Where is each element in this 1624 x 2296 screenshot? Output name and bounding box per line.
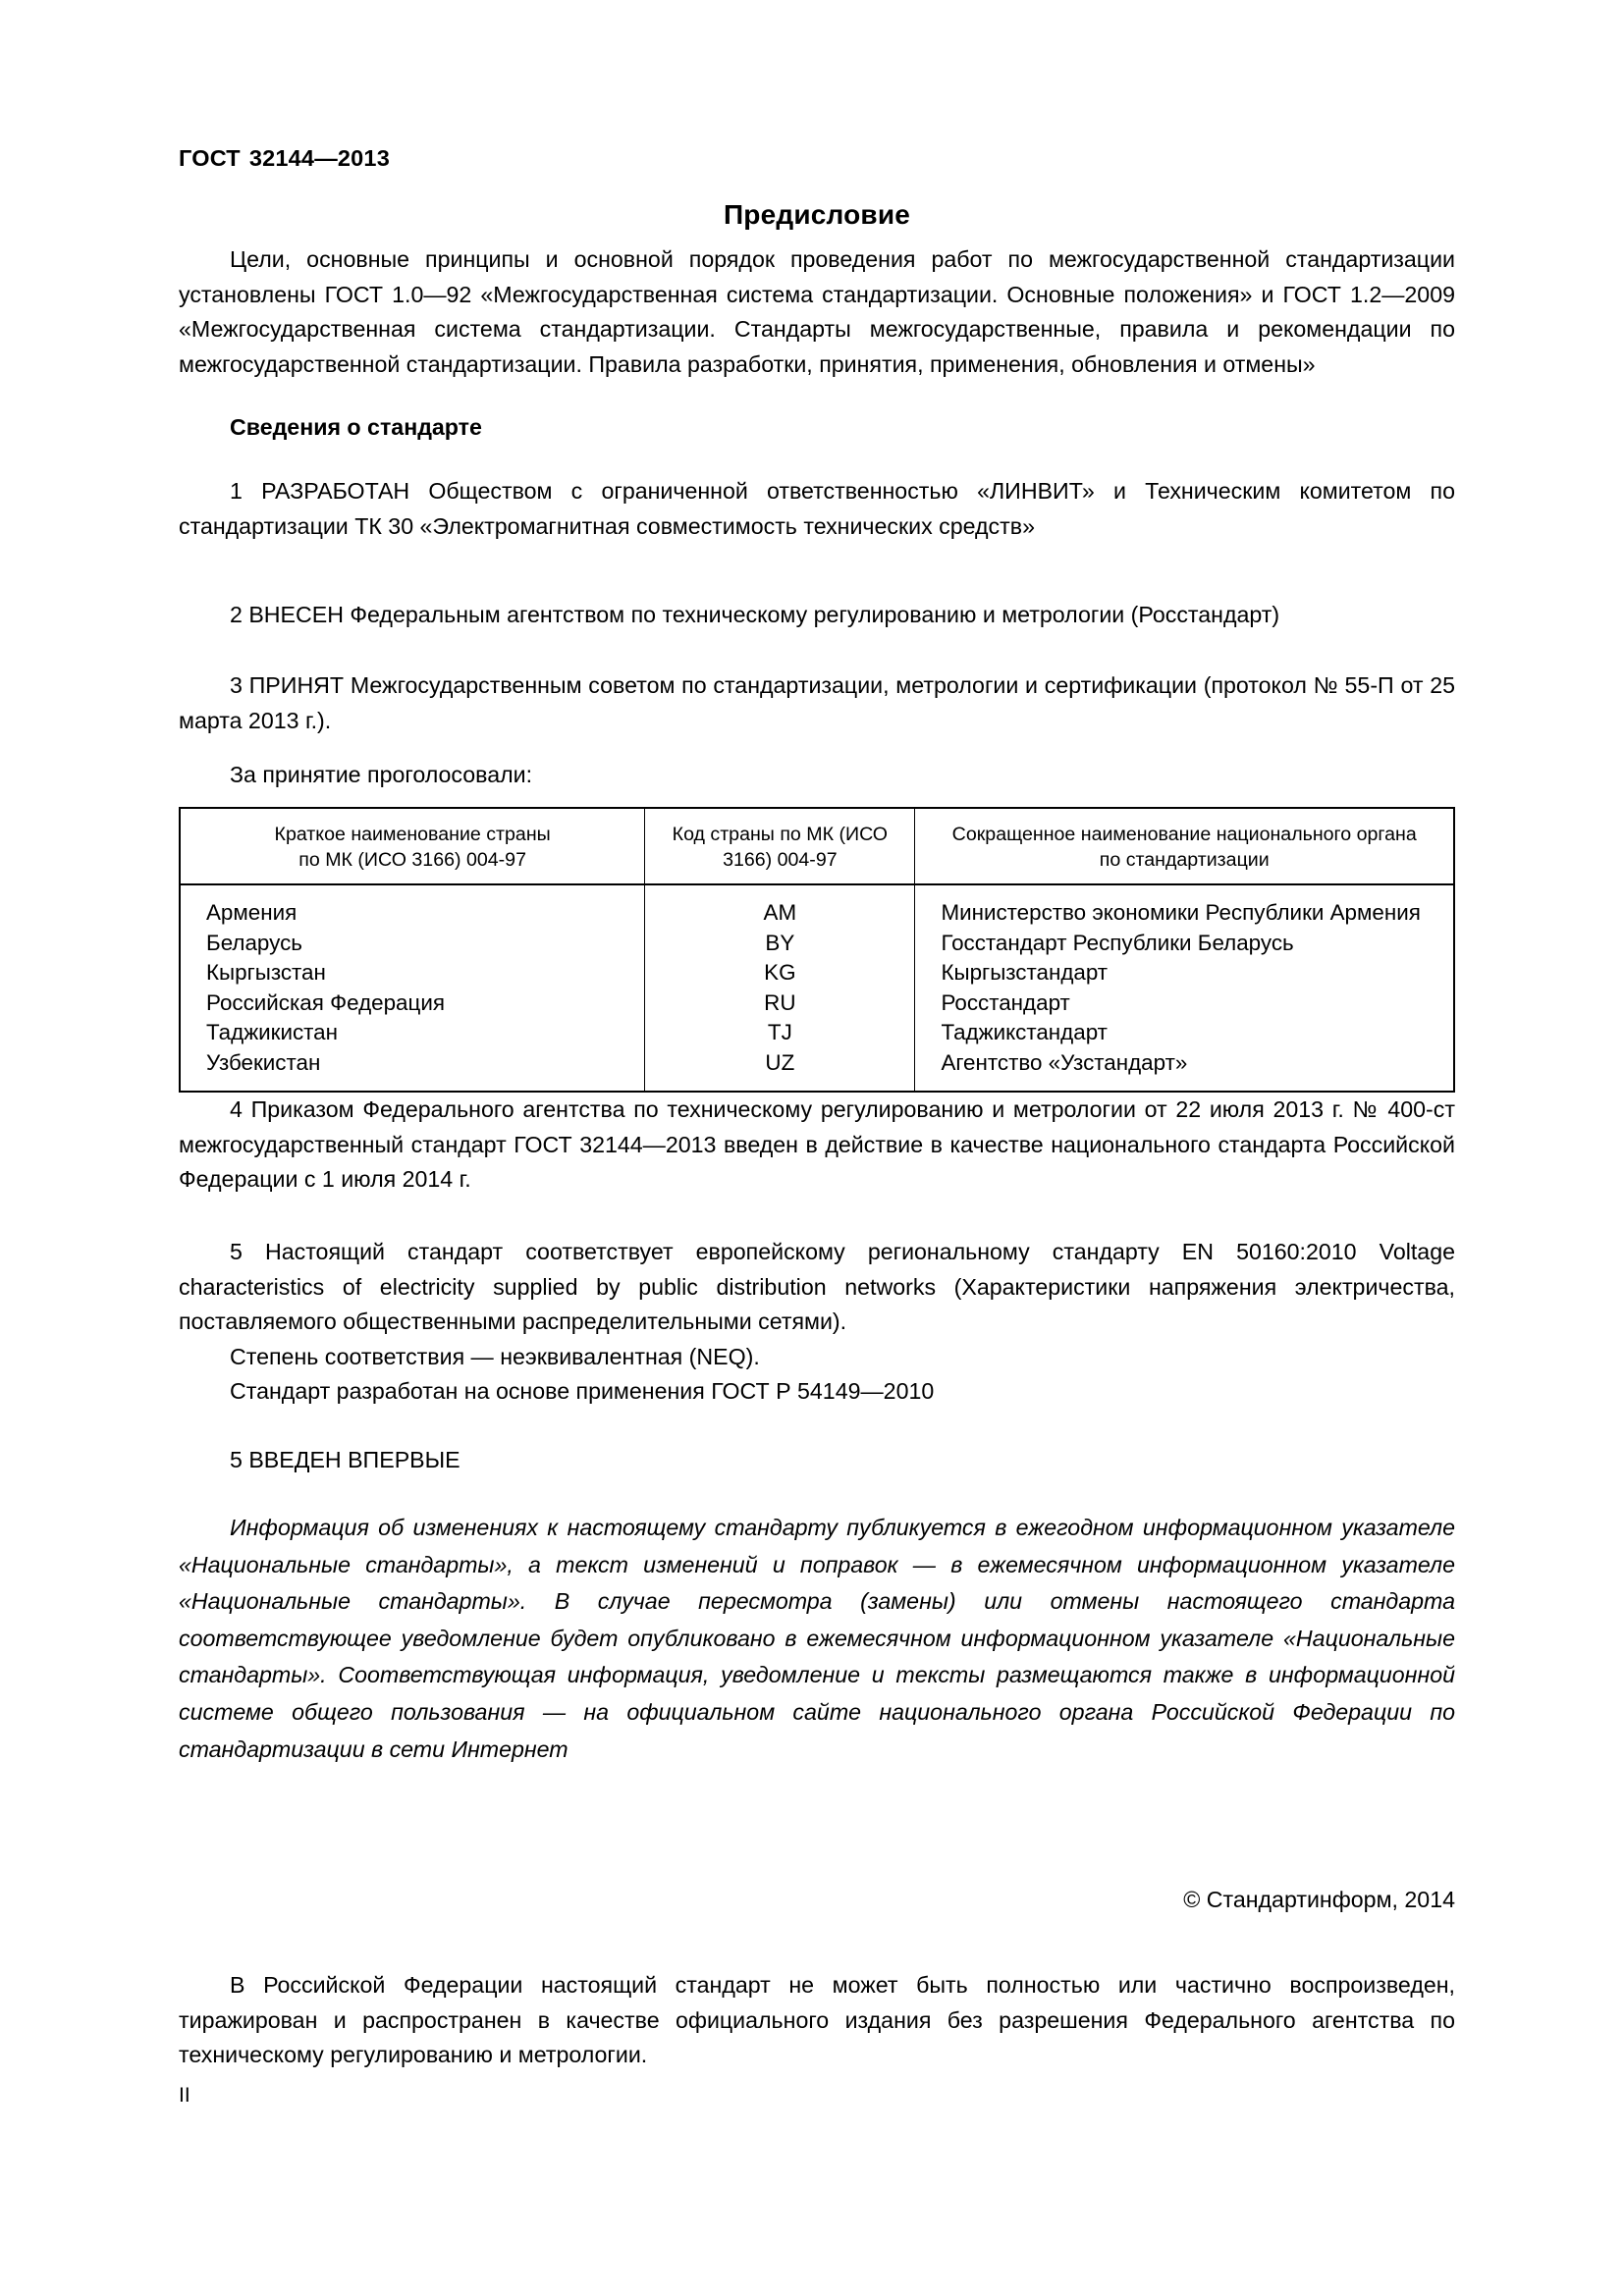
table-header-code-line2: 3166) 004-97 <box>723 849 838 871</box>
running-header-standard: ГОСТ <box>179 145 241 171</box>
table-cell-country: Армения <box>206 900 298 925</box>
table-row <box>180 889 1454 1092</box>
table-cell-country: Кыргызстан <box>206 960 326 986</box>
item-5-conformity: Степень соответствия — неэквивалентная (NEQ). <box>230 1344 760 1369</box>
changes-notice: Информация об изменениях к настоящему стандарту публикуется в ежегодном информационном указателе «Национальные стандарты», а текст изменений и поправок — в ежемесячном информационном указателе «Национальные стандарты». В случае пересмотра (замены) или отмены настоящего стандарта соответствующее уведомление будет опубликовано в ежемесячном информационном указателе «Национальные стандарты». Соответствующая информация, уведомление и тексты размещаются также в информационной системе общего пользования — на официальном сайте национального органа Российской Федерации по стандартизации в сети Интернет <box>179 1515 1455 1762</box>
table-header-authority-line2: по стандартизации <box>1099 849 1270 871</box>
table-cell-authority: Агентство «Узстандарт» <box>941 1049 1188 1075</box>
table-body <box>180 884 1454 1092</box>
table-cell-authority: Таджикстандарт <box>941 1020 1108 1045</box>
table-cell-country: Беларусь <box>206 930 302 955</box>
table-header-authority-line1: Сокращенное наименование национального органа <box>951 824 1417 845</box>
table-cell-authority: Министерство экономики Республики Армения <box>941 900 1421 925</box>
item-5: 5 Настоящий стандарт соответствует европейскому региональному стандарту EN 50160:2010 Voltage characteristics of electricity supplied by public distribution networks (Характеристики напряжения электричества, поставляемого общественными распределительными сетями). <box>179 1239 1455 1335</box>
table-header-row <box>180 808 1454 884</box>
item-1: 1 РАЗРАБОТАН Обществом с ограниченной ответственностью «ЛИНВИТ» и Техническим комитетом по стандартизации ТК 30 «Электромагнитная совместимость технических средств» <box>179 478 1455 539</box>
table-cell-code: BY <box>765 930 795 955</box>
item-4: 4 Приказом Федерального агентства по техническому регулированию и метрологии от 22 июля 2013 г. № 400-ст межгосударственный стандарт ГОСТ 32144—2013 введен в действие в качестве национального стандарта Российской Федерации с 1 июля 2014 г. <box>179 1096 1455 1193</box>
item-2: 2 ВНЕСЕН Федеральным агентством по техническому регулированию и метрологии (Росстандарт) <box>230 602 1280 627</box>
table-cell-code-stack <box>645 889 915 1092</box>
table-cell-code: RU <box>764 989 796 1015</box>
table-header-code-line1: Код страны по МК (ИСО <box>672 824 889 845</box>
item-5-basis: Стандарт разработан на основе применения ГОСТ Р 54149—2010 <box>230 1378 935 1404</box>
table-cell-authority-stack <box>915 889 1454 1092</box>
table-cell-code: AM <box>763 900 797 925</box>
item-3: 3 ПРИНЯТ Межгосударственным советом по стандартизации, метрологии и сертификации (протокол № 55-П от 25 марта 2013 г.). <box>179 672 1455 733</box>
table-cell-country-stack <box>180 889 645 1092</box>
table-header-authority <box>915 808 1454 884</box>
table-cell-authority: Росстандарт <box>941 989 1070 1015</box>
voting-countries-table <box>179 807 1455 1093</box>
intro-paragraph: Цели, основные принципы и основной порядок проведения работ по межгосударственной стандартизации установлены ГОСТ 1.0—92 «Межгосударственная система стандартизации. Основные положения» и ГОСТ 1.2—2009 «Межгосударственная система стандартизации. Стандарты межгосударственные, правила и рекомендации по межгосударственной стандартизации. Правила разработки, принятия, применения, обновления и отмены» <box>179 246 1455 377</box>
page-title: Предисловие <box>723 199 911 230</box>
standard-info-heading: Сведения о стандарте <box>230 414 482 440</box>
table-header-country-line1: Краткое наименование страны <box>274 824 551 845</box>
vote-caption: За принятие проголосовали: <box>230 762 533 787</box>
running-header-code: 32144—2013 <box>248 145 390 171</box>
table-cell-authority: Госстандарт Республики Беларусь <box>941 930 1294 955</box>
reproduction-notice: В Российской Федерации настоящий стандарт не может быть полностью или частично воспроизведен, тиражирован и распространен в качестве официального издания без разрешения Федерального агентства по техническому регулированию и метрологии. <box>179 1972 1455 2068</box>
table-cell-authority: Кыргызстандарт <box>941 960 1109 986</box>
table-cell-country: Российская Федерация <box>206 989 445 1015</box>
table-cell-code: UZ <box>765 1049 795 1075</box>
page-number: II <box>179 2084 190 2107</box>
table-header-country-line2: по МК (ИСО 3166) 004-97 <box>298 849 526 871</box>
copyright-line: © Стандартинформ, 2014 <box>1183 1887 1455 1912</box>
table-header <box>180 808 1454 884</box>
running-header <box>179 145 390 172</box>
table-cell-country: Узбекистан <box>206 1049 321 1075</box>
table-cell-code: TJ <box>767 1020 792 1045</box>
table-header-country <box>180 808 645 884</box>
item-6: 5 ВВЕДЕН ВПЕРВЫЕ <box>230 1447 460 1472</box>
table-cell-code: KG <box>764 960 796 986</box>
table-cell-country: Таджикистан <box>206 1020 338 1045</box>
table-header-code <box>645 808 915 884</box>
